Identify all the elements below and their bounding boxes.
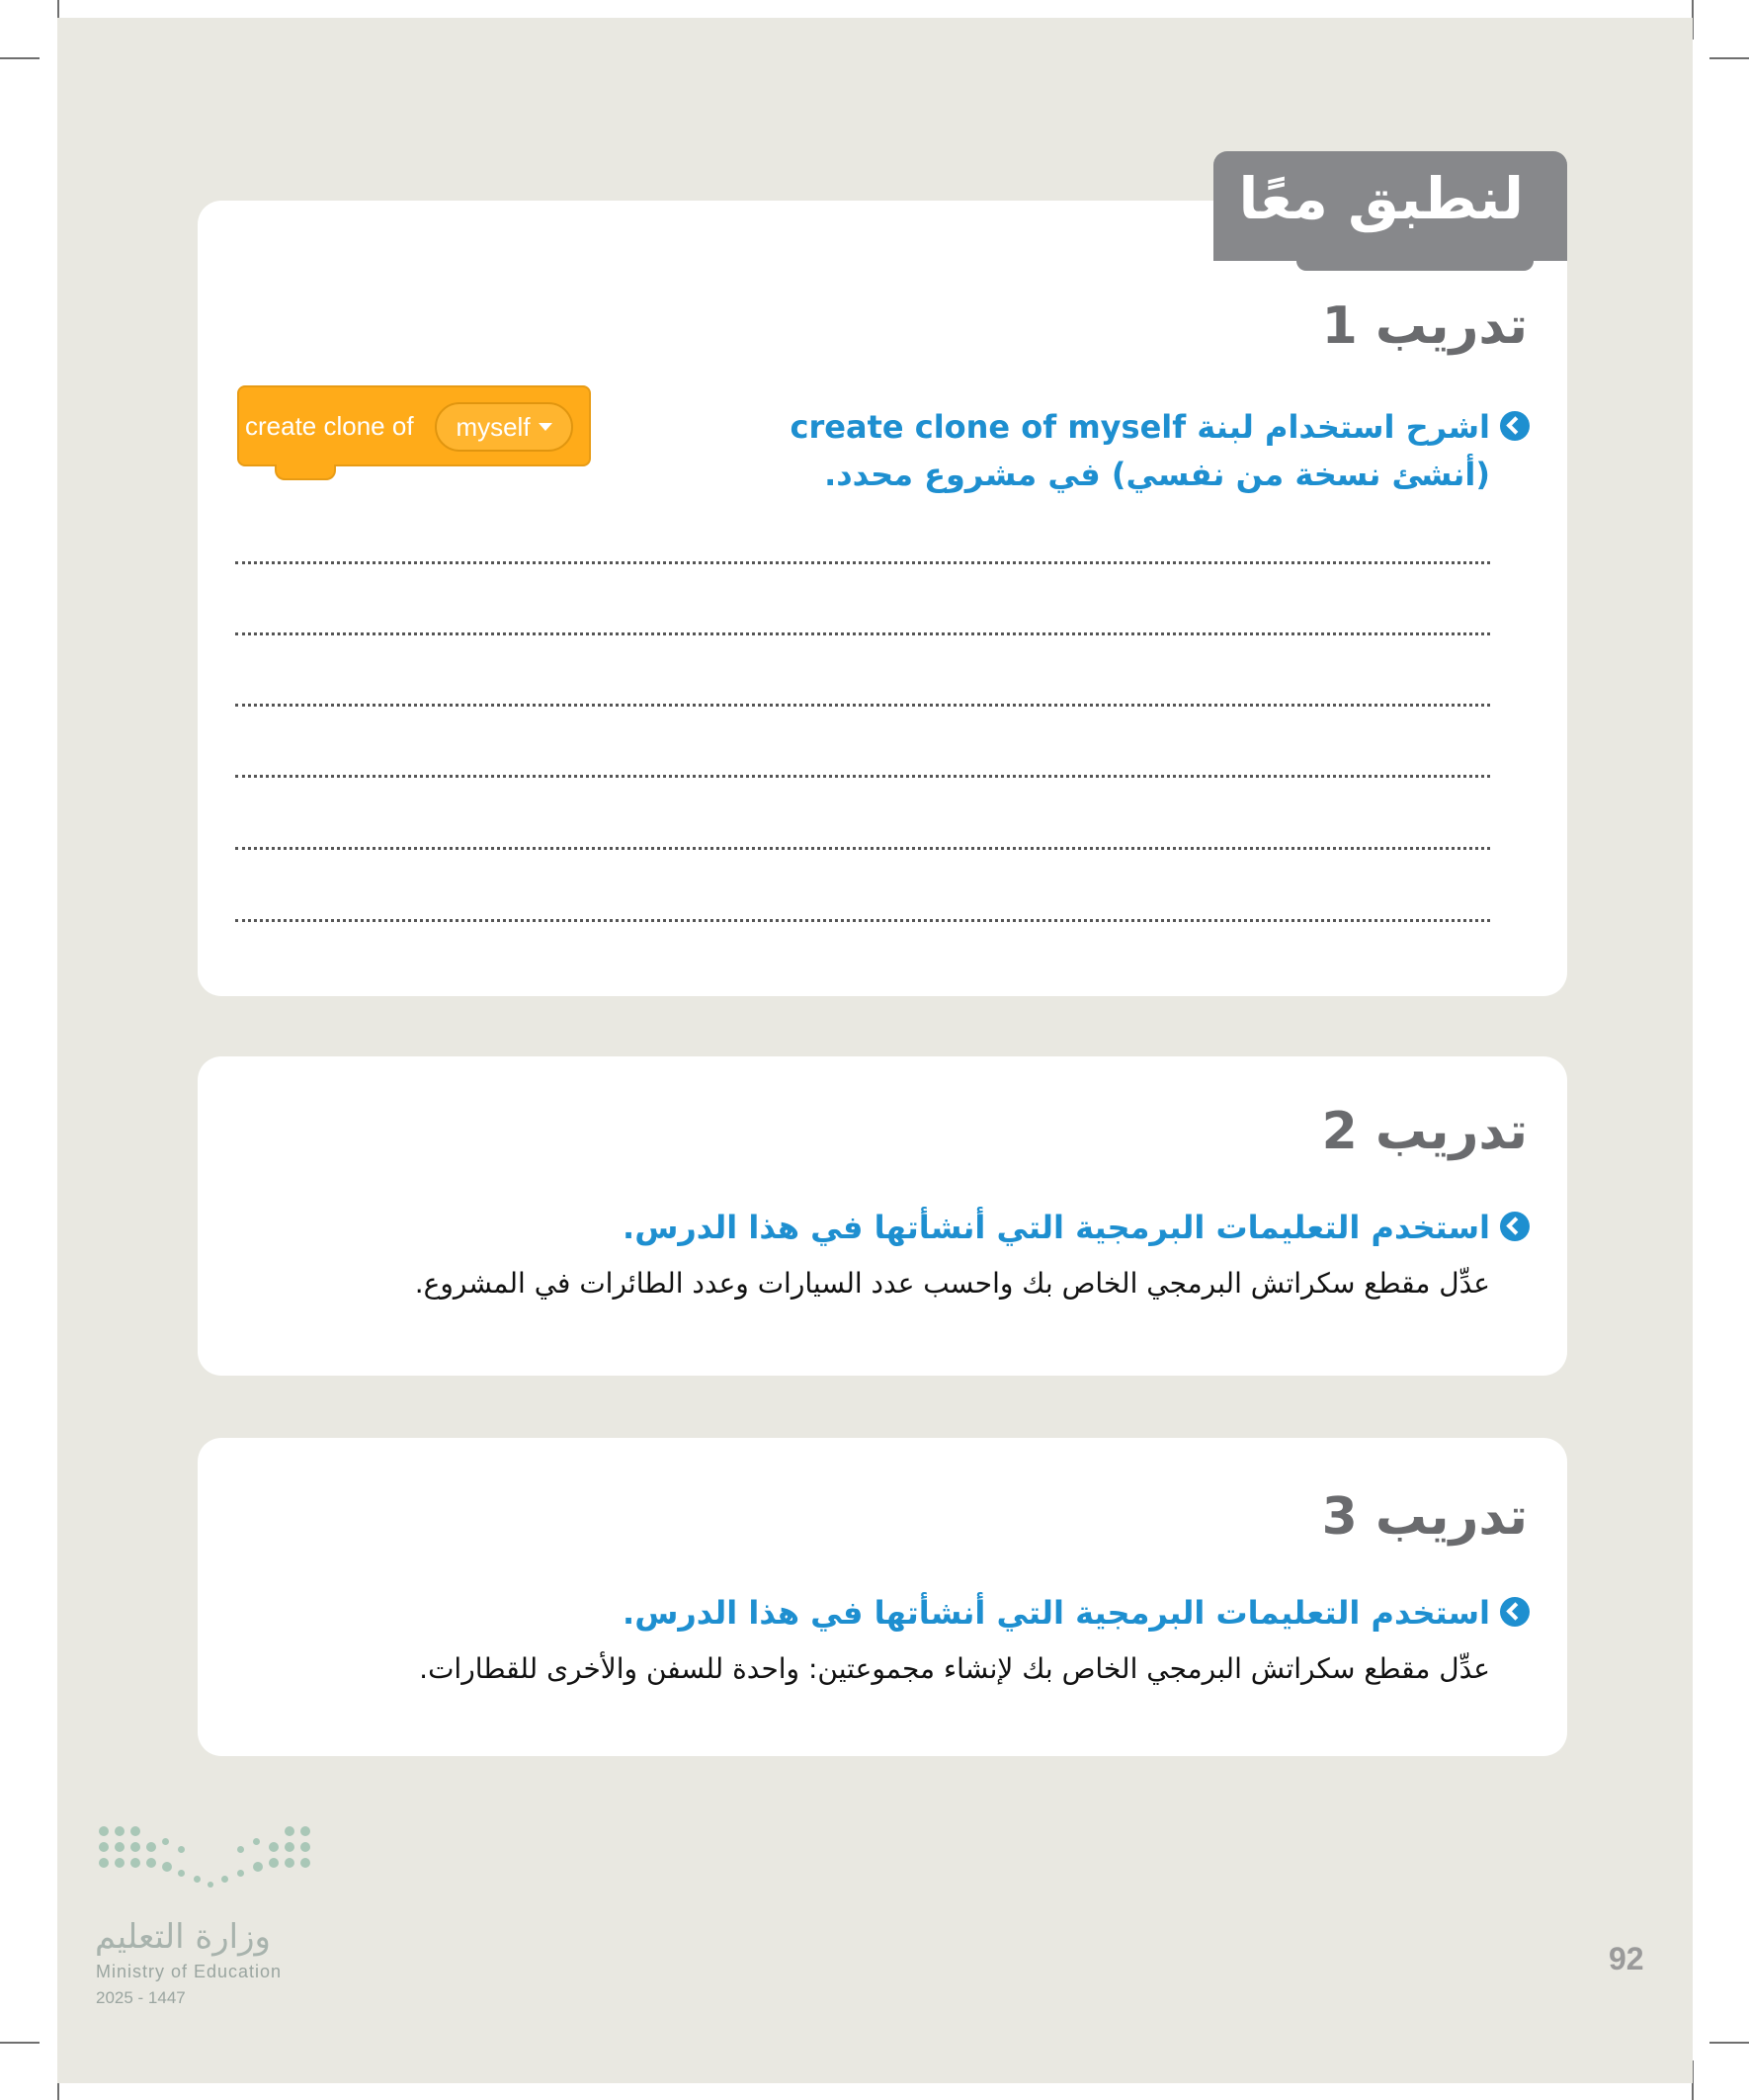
crop-mark (1709, 57, 1749, 59)
exercise-2-instruction (623, 1204, 1530, 1251)
answer-line[interactable] (235, 704, 1490, 707)
answer-line[interactable] (235, 919, 1490, 922)
page-number: 92 (1609, 1941, 1644, 1976)
ministry-year: 2025 - 1447 (96, 1988, 186, 2007)
exercise-2-task: عدِّل مقطع سكراتش البرمجي الخاص بك واحسب عدد السيارات وعدد الطائرات في المشروع. (414, 1267, 1490, 1300)
exercise-3-instruction-text: استخدم التعليمات البرمجية التي أنشأتها في هذا الدرس. (623, 1594, 1490, 1632)
ministry-name-english: Ministry of Education (96, 1962, 283, 1981)
banner-title: لنطبق معًا (1238, 165, 1524, 232)
exercise-2-title: تدريب 2 (1321, 1102, 1528, 1161)
ministry-name-arabic: وزارة التعليم (95, 1917, 271, 1957)
exercise-3-instruction (623, 1589, 1530, 1637)
exercise-1-title: تدريب 1 (1321, 296, 1528, 356)
clone-target-dropdown (435, 402, 573, 452)
chevron-left-icon (1500, 1597, 1530, 1627)
exercise-1-instruction (690, 403, 1530, 498)
chevron-left-icon (1500, 1212, 1530, 1241)
exercise-2-instruction-text: استخدم التعليمات البرمجية التي أنشأتها في هذا الدرس. (623, 1209, 1490, 1246)
section-banner (1213, 151, 1567, 261)
answer-line[interactable] (235, 561, 1490, 564)
ministry-logo-icon (99, 1826, 311, 1901)
answer-line[interactable] (235, 847, 1490, 850)
create-clone-block-notch (275, 464, 336, 480)
crop-mark (0, 2042, 40, 2044)
exercise-1-instruction-text: اشرح استخدام لبنة create clone of myself (أنشئ نسخة من نفسي) في مشروع محدد. (790, 408, 1490, 493)
answer-line[interactable] (235, 632, 1490, 635)
crop-mark (1709, 2042, 1749, 2044)
chevron-left-icon (1500, 411, 1530, 441)
exercise-3-title: تدريب 3 (1321, 1487, 1528, 1547)
answer-line[interactable] (235, 775, 1490, 778)
create-clone-block-label: create clone of (245, 411, 414, 441)
exercise-3-task: عدِّل مقطع سكراتش البرمجي الخاص بك لإنشاء مجموعتين: واحدة للسفن والأخرى للقطارات. (419, 1652, 1490, 1685)
crop-mark (0, 57, 40, 59)
clone-target-value: myself (456, 411, 531, 442)
banner-tab (1296, 259, 1534, 271)
chevron-down-icon (539, 423, 552, 431)
